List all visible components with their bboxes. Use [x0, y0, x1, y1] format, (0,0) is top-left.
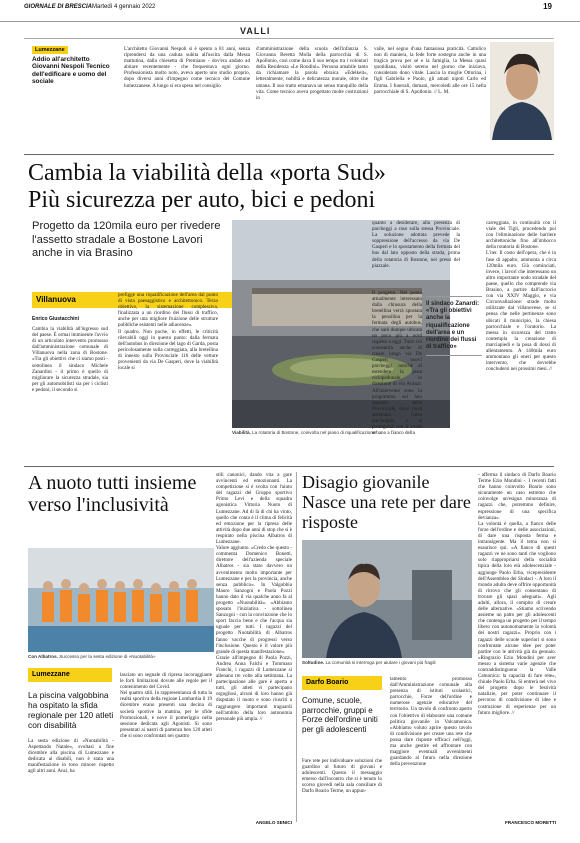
- lead-col-4b-text: L'iter. Il costo dell'opera, che è in fase di appalto, ammonta a circa 120mila euro. Già cominciati, invece, i lavori che interessano un altro importante nodo stradale del paese, quello che comprende via Brasino, a partire dall'incrocio con via XXIV Maggio, e via Circonvallazione: strade molto utilizzate dal villanovese, se si pensa che nelle pertinenze sono ubicati il municipio, la chiesa parrocchiale e l'oratorio. La messa in sicurezza del tratto contempla la creazione di marciapiedi e la posa di dossi di allentamento. A 140mila euro ammontano gli oneri per questo intervento, che dovrebbe concludersi nei prossimi mesi. //: [486, 250, 556, 373]
- disagio-col-3b-text: La volontà è quella, a fianco delle forze dell'ordine e delle associazioni, di dare una risposta ferma e intransigente. Ma il tema non si esaurisce qui. «A fianco di questi ragazzi ve ne sono tanti che vogliono solo riappropriarsi della socialità tipica della loro età adolescenziale - aggiunge Paolo Erba, vicepresidente dell'Assemblea dei Sindaci -. A loro il mondo adulto deve offrire opportunità di ritrovo che gli consentano di trovare gli spazi adeguati». Agli adulti, allora, il compito di creare delle alternative. «Stiamo scrivendo assieme un patto per gli adolescenti che contenga un progetto per il tempo libero con autonomamente la volontà dei nostri ragazzi». Proprio con i ragazzi delle scuole superiori si sono confrontate alcune idee per poter partire con le attività già da gennaio. «Ringrazio Ezio Mondini per aver messo a sistema varie agenzie che contraddistinguono la Valle Camonica: la capacità di fare rete», chiude Paolo Erba. Si entrerà nel vivo del progetto dopo le festività natalizie, per poter continuare il percorso di condivisione di idee e costruzione di esperienze per un futuro migliore. //: [478, 520, 556, 716]
- nuoto-col-2: [120, 672, 212, 739]
- nuoto-col-3-text: stili canonici, dando vita a gare avvincenti ed emozionanti. La competizione si è svolta con l'aiuto dei ragazzi del Gruppo sportivo Primo Levi e della squadra agonistica Vittoria Nuoto di Lumezzane. Ad di là di chi ha vinto, quello che conta è il clima di felicità ed emozione per la ripresa delle attività dopo due anni di stop che si è respirato nella piscina Albatros di Lumezzane.: [216, 472, 292, 546]
- nuoto-col-2b-text: Nei quattro stili. In rappresentanza di tutta la realtà sportiva della regione Lombardia il 19 dicembre erano presenti una decina di società sportive la mattina, per le sfide Promozionali, e nove il pomeriggio nella sessione dedicata agli Agonisti. Si sono presentati ai nastri di partenza ben 120 atleti che si sono confrontati nei quattro: [120, 690, 212, 739]
- page-header: [0, 0, 580, 22]
- pull-quote-text: «Tra gli obiettivi anche la riqualificazione dell'area e un riordino dei flussi di traffico»: [426, 308, 477, 351]
- disagio-col-1: Fare rete per individuare soluzioni che guardino al futuro di giovani e adolescenti. Questo il messaggio emerso dall'incontro che si è tenuto lo scorso giovedì nella sala consiliare di Darfo Boario Terme, un appun-: [302, 758, 382, 795]
- divider: [24, 38, 554, 39]
- divider: [24, 154, 554, 155]
- lead-title-line-1: Cambia la viabilità della «porta Sud»: [28, 160, 386, 186]
- lead-col-3-text: quanto a desiderare, alla presenza di parcheggi a raso sulla stessa Provinciale. La soluzione adottata prevede la soppressione dell'accesso da via De Gasperi e lo spostamento della fermata del bus dal lato opposto della strada, prima della rotatoria di Bostone, nei pressi del piazzale.: [372, 220, 460, 269]
- pull-quote-lead: Il sindaco Zanardi:: [426, 301, 480, 307]
- lead-col-1: Cambia la viabilità all'ingresso sud del paese. È ormai imminente l'avvio di un articolato intervento promosso dall'amministrazione comunale di Villanuova nella zona di Bostone. «Tra gli obiettivi che ci siamo posti - sottolinea il sindaco Michele Zanardini - il primo è quello di migliorare la sicurezza stradale, sia per gli automobilisti sia per i ciclisti e pedoni; il secondo si: [32, 326, 108, 393]
- divider: [24, 466, 554, 467]
- disagio-byline: FRANCESCO MORETTI: [504, 820, 556, 825]
- nuoto-caption-lead: Con Albatros.: [28, 654, 58, 659]
- disagio-col-3: [478, 472, 556, 817]
- disagio-subhead: Comune, scuole, parrocchie, gruppi e Forze dell'ordine uniti per gli adolescenti: [302, 696, 378, 734]
- nuoto-photo-caption: [28, 654, 228, 660]
- disagio-photo: [302, 540, 472, 658]
- disagio-tag: Darfo Boario: [302, 676, 382, 690]
- disagio-caption-text: La comunità si interroga per aiutare i giovani più fragili: [325, 660, 436, 665]
- publication-name: GIORNALE DI BRESCIA: [24, 4, 93, 10]
- lead-title-line-2: Più sicurezza per auto, bici e pedoni: [28, 187, 376, 213]
- obit-col-3: valle, nel segno d'una fantasiosa praticità. Cattolico non di maniera, la fede forte sostegno anche in una tragica prova per sé e la famiglia, la Messa quasi quotidiana, visitò sereno nel giorno che iniziava, considerato dono vitale. Lascia la moglie Ottorina, i figli Gabriella e Paolo, gli amati nipoti Carlo ed Emma. I funerali, domani, mercoledì alle ore 15 nella parrocchiale di S. Apollonio. // L. M.: [374, 46, 486, 95]
- lead-col-2: [118, 292, 218, 371]
- disagio-photo-caption: [302, 660, 472, 666]
- nuoto-photo: [28, 548, 214, 652]
- nuoto-col-3b-text: Valore aggiunto. «Credo che questo - commenta Domenico Bonetti, direttore dell'azienda speciale Albatros - sia stato davvero un avvenimento molto importante per Lumezzane e per la provincia, anche senza pubblico». In Valgobbia Mauro Sanzogni e Paola Pozzi hanno dato il via qualche anno fa al progetto «Nuotabilità». «Abbiamo sposato l'iniziativa - sottolinea Sanzogni - con la convinzione che lo sport faccia bene e che l'acqua sia uguale per tutti. I ragazzi del progetto Nuotabilità di Albatros fanno vacche di progressi verso l'inclusione. Questo è il valore più grande di questa manifestazione».: [216, 545, 292, 655]
- lead-tag: Villanuova: [32, 292, 232, 308]
- lead-col-4-text: carreggiata, in continuità con il viale dei Tigli, procedendo poi con l'eliminazione delle barriere architettoniche fino all'imbocco della rotatoria di Bostone.: [486, 220, 556, 251]
- lead-byline: Enrico Giustacchini: [32, 316, 79, 322]
- lead-col-3: [372, 220, 460, 269]
- publication-date: Martedì 4 gennaio 2022: [92, 4, 156, 10]
- lead-pull-quote: [426, 296, 482, 356]
- lead-subhead: Progetto da 120mila euro per rivedere l'assetto stradale a Bostone Lavori anche in via Brasino: [32, 220, 221, 259]
- obit-col-2: d'amministrazione della scuola dell'infanzia S. Giovanna Beretta Molla della parrocchia di S. Apollonio, così come dava il suo tempo tra i volontari della Residenza «Le Rondini». Persona amabile tanto da richiamare la parola ebraica «Edelkeit», letteralmente, nobiltà e delicatezza morale, oltre che umana. Il suo tratto emanava un senso tranquillo della vita. Come tecnico aveva progettato molte costruzioni in: [256, 46, 368, 101]
- lead-caption-text: La rotatoria di Bostone, coinvolta nel piano di riqualificazione: [252, 430, 376, 435]
- nuoto-col-3c-text: Grazie all'impegno di Paola Pozzi, Andrea Anna Falchi e Tommaso Franchi, i ragazzi di Lumezzane si allenano tre volte alla settimana. La partecipazione alle gare è aperta a tutti, gli atleti vi partecipano orgogliosi, alcuni di loro hanno già disputato il nuoto e sono riusciti a raggiungere importanti traguardi nell'ambito della loro autonomia personale più ampia. //: [216, 654, 292, 722]
- section-name: VALLI: [240, 26, 271, 36]
- disagio-col-3-text: - afferma il sindaco di Darfo Boario Terme Ezio Mondini -. I recenti fatti che hanno coinvolto Boario sono sicuramente un caso estremo che coinvolge un'esigua minoranza di ragazzi che, potremmo definire, espressione di una specifica devianza».: [478, 472, 556, 521]
- lead-title: [28, 160, 558, 214]
- obit-tag: Lumezzane: [32, 46, 68, 54]
- nuoto-col-2-text: lasciato un segnale di ripresa incoraggiante le forti limitazioni dovute alle regole per il contenimento del Covid.: [120, 672, 212, 691]
- lead-col-2b-text: Il quadro. Non poche, in effetti, le criticità rilevabili oggi in questo punto: dalla fermata dell'autobus in direzione del lago di Garda, posta pericolosamente sulla carreggiata, alla bretellina di innesto sulla Provinciale 116 delle vetture provenienti da via De Gasperi, dove la viabilità locale si: [118, 328, 218, 372]
- obit-heading: Addio all'architetto Giovanni Nespoli Tecnico dell'edificare e uomo del sociale: [32, 56, 110, 86]
- disagio-caption-lead: Soltudine.: [302, 660, 325, 665]
- nuoto-title: A nuoto tutti insieme verso l'inclusività: [28, 472, 197, 516]
- nuoto-caption-text: Successo per la sesta edizione di «Nuotabilità»: [59, 654, 156, 659]
- nuoto-tag: Lumezzane: [28, 668, 112, 682]
- page-number: 19: [543, 2, 552, 11]
- swimmers-group-image: [28, 548, 214, 652]
- obit-portrait: [490, 42, 554, 140]
- nuoto-col-1: La sesta edizione di «Nuotabilità - Aspettando Natale», svoltasi a fine dicembre alla piscina di Lumezzane e dedicata ai disabili, non è stata una manifestazione in tono minore rispetto agli altri anni. Anzi, ha: [28, 738, 114, 775]
- teenager-image: [302, 540, 472, 658]
- divider: [296, 472, 297, 822]
- lead-col-3b: Il progetto. Nel punto attualmente interessato dalla chiusura della bretellina verrà spostata la pensilina per la fermata degli autobus, che sarà dunque ubicata un poco più a nord rispetto a oggi. Tutto ciò consentirà anche di creare lungo via De Gasperi nuovi parcheggi, nonché di estendere la pista ciclopedonale in direzione di via Avanzi. All'intervento sono in programma sul lato opposto della Provinciale, dove verrà sistemata l'area parcheggio e si proseguirà con il verde urbano a fianco della: [372, 290, 422, 437]
- lead-col-4: [486, 220, 556, 372]
- nuoto-byline: ANGELO SENICI: [255, 820, 292, 825]
- nuoto-subhead: La piscina valgobbina ha ospitato la sfida regionale per 120 atleti con disabilità: [28, 690, 114, 730]
- obit-col-1: L'architetto Giovanni Nespoli si è spento a 81 anni, senza riprendersi da una caduta subita all'uscita dalla Messa mattutina, dalla chiesetta di Premiano - dov'era andato ad abitare recentemente - che frequentava ogni giorno. Professionista molto noto, aveva aperto uno studio proprio, dopo diversi anni d'impegno come tecnico del Comune lumezzanese. A lungo si era speso nel consiglio: [124, 46, 250, 89]
- lead-caption-lead: Viabilità.: [232, 430, 251, 435]
- disagio-title: Disagio giovanile Nasce una rete per dare risposte: [302, 472, 471, 532]
- portrait-image: [490, 42, 554, 140]
- lead-col-2-text: prefigge una riqualificazione dell'area dal punto di vista paesaggistico e architettonico. Terzo obiettivo, la sistemazione complessiva, finalizzata a un riordino dei flussi di traffico, anche per una migliore fruizione delle strutture pubbliche esistenti nelle adiacenze».: [118, 292, 218, 329]
- nuoto-col-3: [216, 472, 292, 817]
- disagio-col-2: tamento promosso dall'Amministrazione comunale alla presenza di istituti scolastici, parrocchie, Forze dell'ordine e numerose agenzie educative del territorio. Un tavolo di confronto aperto con l'obiettivo di elaborare una comune politica giovanile in Valcamonica. «Abbiamo voluto aprire questo tavolo di condivisione per creare una rete che possa dare risposte efficaci nell'oggi, ma anche gestire ed affrontare con maggiore eventuali avvenimenti guardando al futuro nella direzione della prevenzione: [390, 676, 472, 768]
